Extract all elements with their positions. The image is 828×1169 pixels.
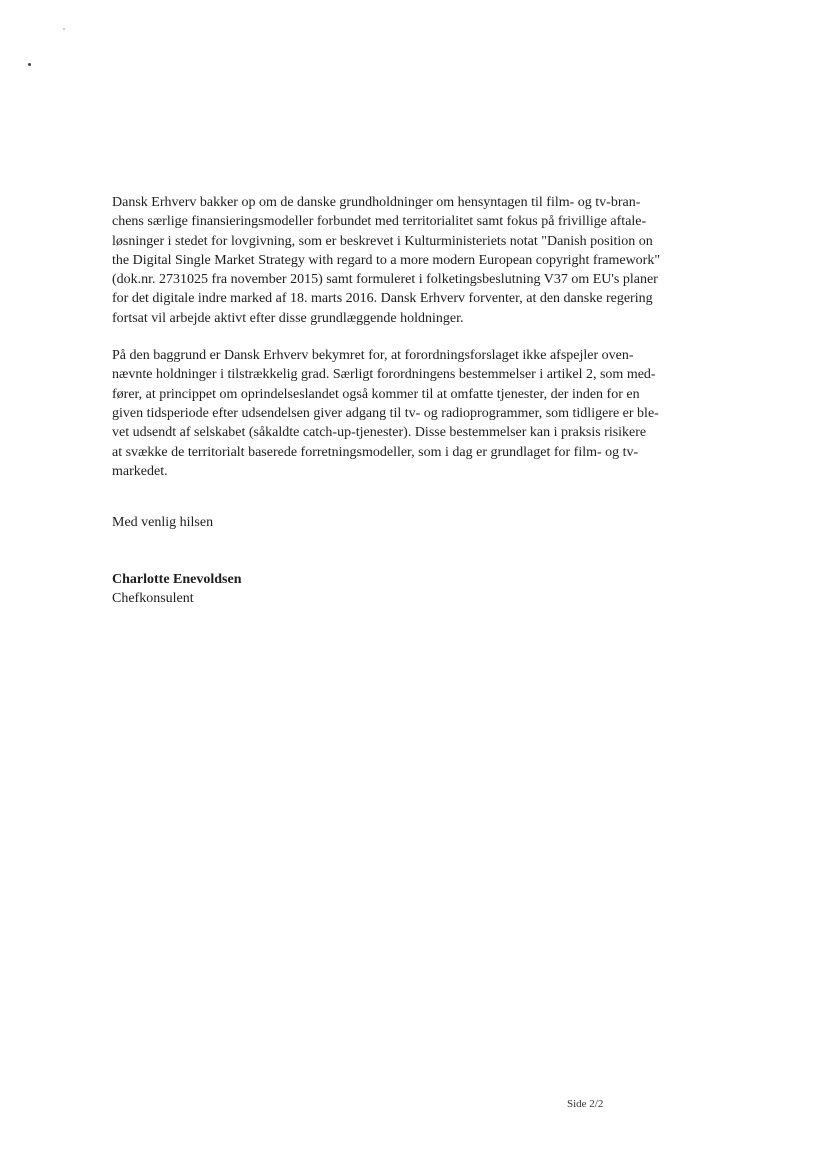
paragraph-2 xyxy=(112,346,712,481)
signature-block xyxy=(112,570,242,608)
paragraph-line: fører, at princippet om oprindelseslandet også kommer til at omfatte tjenester, der inden for en xyxy=(112,386,640,402)
paragraph-line: løsninger i stedet for lovgivning, som er beskrevet i Kulturministeriets notat "Danish position on xyxy=(112,233,653,249)
signer-title: Chefkonsulent xyxy=(112,591,194,606)
paragraph-line: På den baggrund er Dansk Erhverv bekymret for, at forordningsforslaget ikke afspejler oven- xyxy=(112,348,634,364)
paragraph-line: at svække de territorialt baserede forretningsmodeller, som i dag er grundlaget for film- og tv- xyxy=(112,444,639,460)
paragraph-line: chens særlige finansieringsmodeller forbundet med territorialitet samt fokus på frivillige aftale- xyxy=(112,214,647,230)
scan-speck xyxy=(63,28,65,30)
paragraph-1 xyxy=(112,193,712,328)
paragraph-line: (dok.nr. 2731025 fra november 2015) samt formuleret i folketingsbeslutning V37 om EU's planer xyxy=(112,272,658,288)
paragraph-line: markedet. xyxy=(112,463,168,479)
paragraph-line: vet udsendt af selskabet (såkaldte catch-up-tjenester). Disse bestemmelser kan i praksis risikere xyxy=(112,425,647,441)
paragraph-line: given tidsperiode efter udsendelsen giver adgang til tv- og radioprogrammer, som tidligere er ble- xyxy=(112,405,659,421)
paragraph-line: nævnte holdninger i tilstrækkelig grad. Særligt forordningens bestemmelser i artikel 2, som med- xyxy=(112,367,656,383)
paragraph-line: the Digital Single Market Strategy with regard to a more modern European copyright framework" xyxy=(112,252,661,268)
letter-body xyxy=(112,193,712,481)
paragraph-line: Dansk Erhverv bakker op om de danske grundholdninger om hensyntagen til film- og tv-bran- xyxy=(112,195,641,210)
paragraph-line: fortsat vil arbejde aktivt efter disse grundlæggende holdninger. xyxy=(112,310,464,326)
signer-name: Charlotte Enevoldsen xyxy=(112,572,242,587)
closing-greeting: Med venlig hilsen xyxy=(112,515,214,530)
paragraph-line: for det digitale indre marked af 18. marts 2016. Dansk Erhverv forventer, at den danske regering xyxy=(112,291,653,307)
scan-speck xyxy=(28,63,31,66)
page-number: Side 2/2 xyxy=(567,1098,604,1110)
